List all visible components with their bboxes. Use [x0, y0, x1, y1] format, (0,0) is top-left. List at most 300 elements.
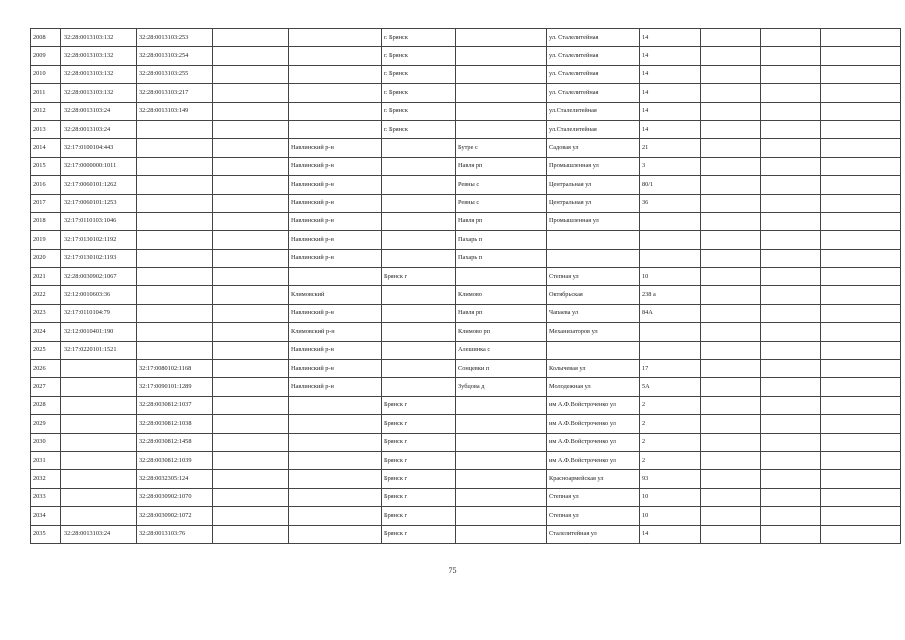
row-number-cell: 2016 — [31, 176, 61, 194]
city-cell: Брянск г — [382, 451, 456, 469]
street-cell: им А.Ф.Войстроченко ул — [547, 396, 640, 414]
city-cell — [382, 231, 456, 249]
district-cell: Навлинский р-н — [289, 304, 382, 322]
empty-column-1-cell — [701, 194, 761, 212]
row-number-cell: 2017 — [31, 194, 61, 212]
row-number-cell: 2029 — [31, 415, 61, 433]
district-cell — [289, 65, 382, 83]
district-cell — [289, 433, 382, 451]
street-cell — [547, 231, 640, 249]
empty-column-2-cell — [761, 47, 821, 65]
cadastral-number-cell: 32:12:0010401:190 — [61, 323, 137, 341]
locality-cell — [456, 120, 547, 138]
sub-cadastral-number-cell: 32:28:0030902:1070 — [137, 488, 213, 506]
sub-cadastral-number-cell: 32:28:0013103:253 — [137, 29, 213, 47]
house-number-cell — [640, 323, 701, 341]
district-cell — [289, 415, 382, 433]
table-row — [31, 396, 901, 414]
street-cell: Садовая ул — [547, 139, 640, 157]
extra-column-cell — [213, 139, 289, 157]
street-cell: Центральная ул — [547, 176, 640, 194]
table-row — [31, 268, 901, 286]
row-number-cell: 2026 — [31, 360, 61, 378]
extra-column-cell — [213, 304, 289, 322]
empty-column-2-cell — [761, 249, 821, 267]
page-number: 75 — [448, 566, 457, 575]
row-number-cell: 2028 — [31, 396, 61, 414]
city-cell: Брянск г — [382, 268, 456, 286]
cadastral-number-cell — [61, 470, 137, 488]
street-cell: им А.Ф.Войстроченко ул — [547, 451, 640, 469]
district-cell: Навлинский р-н — [289, 249, 382, 267]
empty-column-2-cell — [761, 433, 821, 451]
empty-column-1-cell — [701, 470, 761, 488]
row-number-cell: 2020 — [31, 249, 61, 267]
locality-cell: Зубцова д — [456, 378, 547, 396]
locality-cell: Пахарь п — [456, 231, 547, 249]
table-row — [31, 507, 901, 525]
property-table — [30, 28, 901, 544]
row-number-cell: 2022 — [31, 286, 61, 304]
empty-column-1-cell — [701, 65, 761, 83]
city-cell — [382, 139, 456, 157]
table-row — [31, 304, 901, 322]
extra-column-cell — [213, 157, 289, 175]
empty-column-3-cell — [821, 323, 901, 341]
house-number-cell: 10 — [640, 488, 701, 506]
table-row — [31, 102, 901, 120]
empty-column-3-cell — [821, 231, 901, 249]
cadastral-number-cell: 32:28:0013103:24 — [61, 120, 137, 138]
extra-column-cell — [213, 525, 289, 543]
district-cell — [289, 396, 382, 414]
extra-column-cell — [213, 268, 289, 286]
sub-cadastral-number-cell: 32:17:0080102:1168 — [137, 360, 213, 378]
district-cell: Навлинский р-н — [289, 231, 382, 249]
house-number-cell: 93 — [640, 470, 701, 488]
empty-column-1-cell — [701, 525, 761, 543]
extra-column-cell — [213, 84, 289, 102]
cadastral-number-cell: 32:28:0030902:1067 — [61, 268, 137, 286]
extra-column-cell — [213, 176, 289, 194]
empty-column-3-cell — [821, 249, 901, 267]
empty-column-3-cell — [821, 396, 901, 414]
locality-cell: Навля рп — [456, 304, 547, 322]
locality-cell — [456, 47, 547, 65]
empty-column-1-cell — [701, 378, 761, 396]
table-row — [31, 360, 901, 378]
house-number-cell: 10 — [640, 507, 701, 525]
row-number-cell: 2025 — [31, 341, 61, 359]
empty-column-2-cell — [761, 84, 821, 102]
locality-cell — [456, 65, 547, 83]
street-cell — [547, 341, 640, 359]
row-number-cell: 2010 — [31, 65, 61, 83]
city-cell: Брянск г — [382, 488, 456, 506]
empty-column-2-cell — [761, 212, 821, 230]
table-row — [31, 341, 901, 359]
empty-column-3-cell — [821, 65, 901, 83]
city-cell: Брянск г — [382, 525, 456, 543]
city-cell: Брянск г — [382, 396, 456, 414]
row-number-cell: 2021 — [31, 268, 61, 286]
empty-column-3-cell — [821, 29, 901, 47]
cadastral-number-cell: 32:28:0013103:24 — [61, 102, 137, 120]
empty-column-3-cell — [821, 488, 901, 506]
sub-cadastral-number-cell — [137, 286, 213, 304]
cadastral-number-cell: 32:17:0110104:79 — [61, 304, 137, 322]
extra-column-cell — [213, 47, 289, 65]
empty-column-3-cell — [821, 268, 901, 286]
cadastral-number-cell: 32:28:0013103:24 — [61, 525, 137, 543]
empty-column-3-cell — [821, 304, 901, 322]
empty-column-3-cell — [821, 286, 901, 304]
house-number-cell: 2 — [640, 415, 701, 433]
empty-column-2-cell — [761, 415, 821, 433]
row-number-cell: 2023 — [31, 304, 61, 322]
empty-column-2-cell — [761, 176, 821, 194]
sub-cadastral-number-cell — [137, 323, 213, 341]
house-number-cell: 21 — [640, 139, 701, 157]
empty-column-3-cell — [821, 176, 901, 194]
district-cell — [289, 488, 382, 506]
house-number-cell: 14 — [640, 102, 701, 120]
city-cell — [382, 286, 456, 304]
locality-cell — [456, 268, 547, 286]
table-row — [31, 139, 901, 157]
empty-column-1-cell — [701, 29, 761, 47]
table-row — [31, 433, 901, 451]
house-number-cell: 84А — [640, 304, 701, 322]
street-cell: Степная ул — [547, 268, 640, 286]
empty-column-3-cell — [821, 47, 901, 65]
sub-cadastral-number-cell — [137, 231, 213, 249]
extra-column-cell — [213, 415, 289, 433]
table-row — [31, 451, 901, 469]
district-cell: Навлинский р-н — [289, 360, 382, 378]
row-number-cell: 2013 — [31, 120, 61, 138]
street-cell: Механизаторов ул — [547, 323, 640, 341]
extra-column-cell — [213, 507, 289, 525]
row-number-cell: 2015 — [31, 157, 61, 175]
cadastral-number-cell: 32:28:0013103:132 — [61, 29, 137, 47]
empty-column-3-cell — [821, 84, 901, 102]
locality-cell: Алешинка с — [456, 341, 547, 359]
house-number-cell: 14 — [640, 84, 701, 102]
cadastral-number-cell: 32:17:0110103:1046 — [61, 212, 137, 230]
sub-cadastral-number-cell: 32:28:0030812:1038 — [137, 415, 213, 433]
sub-cadastral-number-cell — [137, 341, 213, 359]
cadastral-number-cell — [61, 507, 137, 525]
empty-column-2-cell — [761, 451, 821, 469]
empty-column-1-cell — [701, 488, 761, 506]
locality-cell — [456, 525, 547, 543]
district-cell: Навлинский р-н — [289, 378, 382, 396]
district-cell: Навлинский р-н — [289, 212, 382, 230]
locality-cell: Климово рп — [456, 323, 547, 341]
city-cell: г. Брянск — [382, 65, 456, 83]
street-cell: Промышленная ул — [547, 157, 640, 175]
sub-cadastral-number-cell: 32:28:0030902:1072 — [137, 507, 213, 525]
sub-cadastral-number-cell — [137, 194, 213, 212]
empty-column-2-cell — [761, 378, 821, 396]
house-number-cell — [640, 341, 701, 359]
extra-column-cell — [213, 378, 289, 396]
empty-column-1-cell — [701, 212, 761, 230]
extra-column-cell — [213, 212, 289, 230]
street-cell: Красноармейская ул — [547, 470, 640, 488]
city-cell: Брянск г — [382, 415, 456, 433]
empty-column-2-cell — [761, 304, 821, 322]
district-cell: Навлинский р-н — [289, 139, 382, 157]
sub-cadastral-number-cell — [137, 120, 213, 138]
empty-column-2-cell — [761, 139, 821, 157]
empty-column-2-cell — [761, 65, 821, 83]
table-row — [31, 488, 901, 506]
sub-cadastral-number-cell — [137, 304, 213, 322]
street-cell: Молодежная ул — [547, 378, 640, 396]
cadastral-number-cell: 32:17:0060101:1253 — [61, 194, 137, 212]
extra-column-cell — [213, 360, 289, 378]
city-cell — [382, 304, 456, 322]
sub-cadastral-number-cell — [137, 249, 213, 267]
extra-column-cell — [213, 29, 289, 47]
table-row — [31, 120, 901, 138]
empty-column-1-cell — [701, 84, 761, 102]
sub-cadastral-number-cell: 32:28:0013103:76 — [137, 525, 213, 543]
street-cell: ул. Сталелитейная — [547, 65, 640, 83]
empty-column-3-cell — [821, 507, 901, 525]
locality-cell — [456, 415, 547, 433]
house-number-cell — [640, 249, 701, 267]
row-number-cell: 2008 — [31, 29, 61, 47]
city-cell — [382, 194, 456, 212]
empty-column-1-cell — [701, 139, 761, 157]
cadastral-number-cell: 32:17:0130102:1193 — [61, 249, 137, 267]
house-number-cell: 80/1 — [640, 176, 701, 194]
empty-column-3-cell — [821, 470, 901, 488]
city-cell: Брянск г — [382, 507, 456, 525]
locality-cell: Ревны с — [456, 194, 547, 212]
empty-column-1-cell — [701, 176, 761, 194]
locality-cell — [456, 488, 547, 506]
row-number-cell: 2032 — [31, 470, 61, 488]
house-number-cell: 2 — [640, 396, 701, 414]
house-number-cell: 238 а — [640, 286, 701, 304]
empty-column-1-cell — [701, 47, 761, 65]
sub-cadastral-number-cell — [137, 176, 213, 194]
district-cell: Навлинский р-н — [289, 157, 382, 175]
cadastral-number-cell: 32:17:0060101:1262 — [61, 176, 137, 194]
district-cell: Навлинский р-н — [289, 194, 382, 212]
row-number-cell: 2011 — [31, 84, 61, 102]
empty-column-1-cell — [701, 120, 761, 138]
cadastral-number-cell: 32:17:0130102:1192 — [61, 231, 137, 249]
sub-cadastral-number-cell: 32:28:0030812:1037 — [137, 396, 213, 414]
locality-cell: Пахарь п — [456, 249, 547, 267]
cadastral-number-cell: 32:28:0013103:132 — [61, 65, 137, 83]
district-cell — [289, 102, 382, 120]
house-number-cell: 14 — [640, 65, 701, 83]
city-cell — [382, 323, 456, 341]
locality-cell: Сонцевки п — [456, 360, 547, 378]
district-cell — [289, 470, 382, 488]
table-row — [31, 84, 901, 102]
empty-column-3-cell — [821, 360, 901, 378]
city-cell: г. Брянск — [382, 47, 456, 65]
table-row — [31, 29, 901, 47]
empty-column-3-cell — [821, 433, 901, 451]
sub-cadastral-number-cell: 32:28:0030812:1039 — [137, 451, 213, 469]
empty-column-1-cell — [701, 157, 761, 175]
sub-cadastral-number-cell: 32:28:0013103:217 — [137, 84, 213, 102]
street-cell: Сталелитейная ул — [547, 525, 640, 543]
sub-cadastral-number-cell — [137, 157, 213, 175]
empty-column-2-cell — [761, 157, 821, 175]
city-cell: г. Брянск — [382, 29, 456, 47]
street-cell: ул. Сталелитейная — [547, 47, 640, 65]
cadastral-number-cell: 32:12:0010603:36 — [61, 286, 137, 304]
empty-column-2-cell — [761, 525, 821, 543]
row-number-cell: 2030 — [31, 433, 61, 451]
table-row — [31, 286, 901, 304]
sub-cadastral-number-cell: 32:28:0013103:149 — [137, 102, 213, 120]
table-row — [31, 194, 901, 212]
extra-column-cell — [213, 65, 289, 83]
empty-column-3-cell — [821, 451, 901, 469]
district-cell: Климовский р-н — [289, 323, 382, 341]
row-number-cell: 2018 — [31, 212, 61, 230]
house-number-cell: 10 — [640, 268, 701, 286]
table-row — [31, 47, 901, 65]
house-number-cell: 14 — [640, 47, 701, 65]
table-row — [31, 65, 901, 83]
cadastral-number-cell — [61, 415, 137, 433]
street-cell: Степная ул — [547, 507, 640, 525]
city-cell: Брянск г — [382, 433, 456, 451]
locality-cell — [456, 29, 547, 47]
city-cell: Брянск г — [382, 470, 456, 488]
row-number-cell: 2035 — [31, 525, 61, 543]
empty-column-1-cell — [701, 231, 761, 249]
extra-column-cell — [213, 102, 289, 120]
sub-cadastral-number-cell: 32:28:0030812:1458 — [137, 433, 213, 451]
table-row — [31, 176, 901, 194]
cadastral-number-cell — [61, 488, 137, 506]
empty-column-1-cell — [701, 451, 761, 469]
sub-cadastral-number-cell — [137, 268, 213, 286]
house-number-cell: 14 — [640, 29, 701, 47]
cadastral-number-cell — [61, 451, 137, 469]
table-row — [31, 378, 901, 396]
district-cell — [289, 451, 382, 469]
street-cell: Чапаева ул — [547, 304, 640, 322]
city-cell — [382, 378, 456, 396]
empty-column-2-cell — [761, 360, 821, 378]
empty-column-3-cell — [821, 525, 901, 543]
street-cell: ул. Сталелитейная — [547, 29, 640, 47]
district-cell: Навлинский р-н — [289, 176, 382, 194]
district-cell: Климовский — [289, 286, 382, 304]
row-number-cell: 2024 — [31, 323, 61, 341]
extra-column-cell — [213, 488, 289, 506]
street-cell: им А.Ф.Войстроченко ул — [547, 415, 640, 433]
city-cell — [382, 341, 456, 359]
locality-cell — [456, 396, 547, 414]
empty-column-2-cell — [761, 507, 821, 525]
cadastral-number-cell: 32:17:0100104:443 — [61, 139, 137, 157]
house-number-cell — [640, 231, 701, 249]
city-cell — [382, 212, 456, 230]
cadastral-number-cell — [61, 433, 137, 451]
empty-column-1-cell — [701, 102, 761, 120]
empty-column-2-cell — [761, 341, 821, 359]
street-cell: Промышленная ул — [547, 212, 640, 230]
house-number-cell: 2 — [640, 433, 701, 451]
table-row — [31, 157, 901, 175]
house-number-cell: 14 — [640, 525, 701, 543]
house-number-cell: 3 — [640, 157, 701, 175]
city-cell — [382, 157, 456, 175]
house-number-cell: 2 — [640, 451, 701, 469]
empty-column-3-cell — [821, 102, 901, 120]
empty-column-1-cell — [701, 268, 761, 286]
empty-column-1-cell — [701, 323, 761, 341]
cadastral-number-cell — [61, 396, 137, 414]
street-cell: Степная ул — [547, 488, 640, 506]
empty-column-2-cell — [761, 29, 821, 47]
empty-column-2-cell — [761, 323, 821, 341]
row-number-cell: 2031 — [31, 451, 61, 469]
house-number-cell: 5А — [640, 378, 701, 396]
empty-column-3-cell — [821, 378, 901, 396]
extra-column-cell — [213, 470, 289, 488]
locality-cell — [456, 507, 547, 525]
city-cell — [382, 360, 456, 378]
city-cell: г. Брянск — [382, 84, 456, 102]
extra-column-cell — [213, 433, 289, 451]
sub-cadastral-number-cell: 32:17:0090101:1289 — [137, 378, 213, 396]
house-number-cell: 14 — [640, 120, 701, 138]
row-number-cell: 2014 — [31, 139, 61, 157]
row-number-cell: 2034 — [31, 507, 61, 525]
empty-column-3-cell — [821, 212, 901, 230]
sub-cadastral-number-cell: 32:28:0032305:124 — [137, 470, 213, 488]
empty-column-2-cell — [761, 488, 821, 506]
table-row — [31, 249, 901, 267]
city-cell — [382, 176, 456, 194]
street-cell: ул. Сталелитейная — [547, 84, 640, 102]
cadastral-number-cell: 32:28:0013103:132 — [61, 47, 137, 65]
district-cell — [289, 507, 382, 525]
locality-cell: Навля рп — [456, 212, 547, 230]
extra-column-cell — [213, 194, 289, 212]
empty-column-2-cell — [761, 268, 821, 286]
empty-column-1-cell — [701, 507, 761, 525]
row-number-cell: 2033 — [31, 488, 61, 506]
table-row — [31, 231, 901, 249]
empty-column-1-cell — [701, 341, 761, 359]
locality-cell: Климово — [456, 286, 547, 304]
district-cell — [289, 29, 382, 47]
cadastral-number-cell: 32:17:0000000:1011 — [61, 157, 137, 175]
empty-column-2-cell — [761, 231, 821, 249]
locality-cell: Ревны с — [456, 176, 547, 194]
locality-cell — [456, 470, 547, 488]
street-cell: Центральная ул — [547, 194, 640, 212]
extra-column-cell — [213, 120, 289, 138]
empty-column-2-cell — [761, 286, 821, 304]
